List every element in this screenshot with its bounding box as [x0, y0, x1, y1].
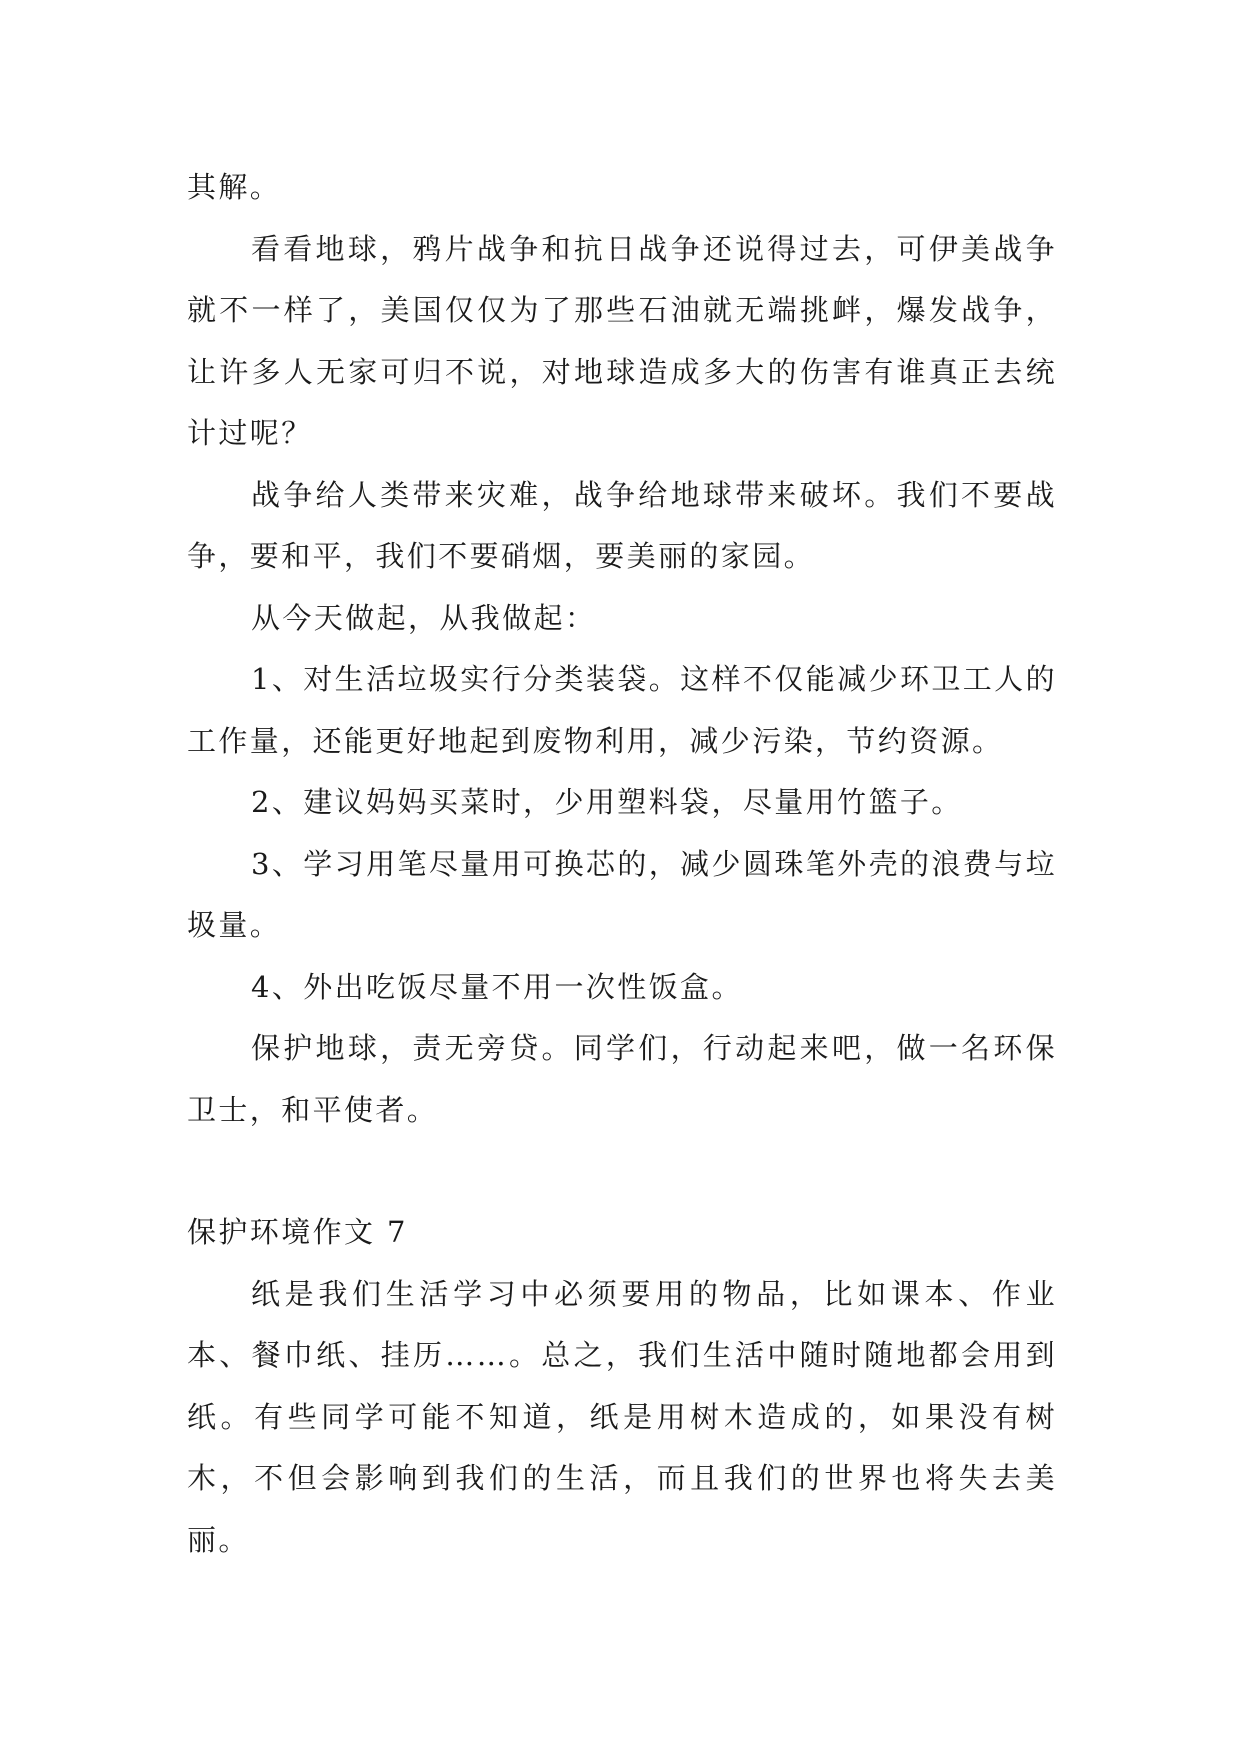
list-item: 2、建议妈妈买菜时，少用塑料袋，尽量用竹篮子。 — [251, 785, 963, 819]
paragraph: 战争给人类带来灾难，战争给地球带来破坏。我们不要战争，要和平，我们不要硝烟，要美丽的家园。 — [187, 477, 1057, 573]
list-item: 4、外出吃饭尽量不用一次性饭盒。 — [251, 969, 743, 1004]
paragraph: 保护地球，责无旁贷。同学们，行动起来吧，做一名环保卫士，和平使者。 — [187, 1031, 1057, 1127]
list-item: 1、对生活垃圾实行分类装袋。这样不仅能减少环卫工人的工作量，还能更好地起到废物利用，减少污染，节约资源。 — [187, 662, 1057, 758]
section-title: 保护环境作文 7 — [187, 1215, 408, 1249]
paragraph: 纸是我们生活学习中必须要用的物品，比如课本、作业本、餐巾纸、挂历……。总之，我们生活中随时随地都会用到纸。有些同学可能不知道，纸是用树木造成的，如果没有树木，不但会影响到我们的生活，而且我们的世界也将失去美丽。 — [187, 1276, 1057, 1557]
list-item: 3、学习用笔尽量用可换芯的，减少圆珠笔外壳的浪费与垃圾量。 — [187, 846, 1057, 942]
paragraph: 从今天做起，从我做起： — [251, 600, 597, 635]
paragraph: 看看地球，鸦片战争和抗日战争还说得过去，可伊美战争就不一样了，美国仅仅为了那些石油就无端挑衅，爆发战争，让许多人无家可归不说，对地球造成多大的伤害有谁真正去统计过呢？ — [187, 231, 1057, 450]
paragraph-continuation: 其解。 — [187, 170, 282, 204]
document-body — [187, 157, 1057, 1571]
